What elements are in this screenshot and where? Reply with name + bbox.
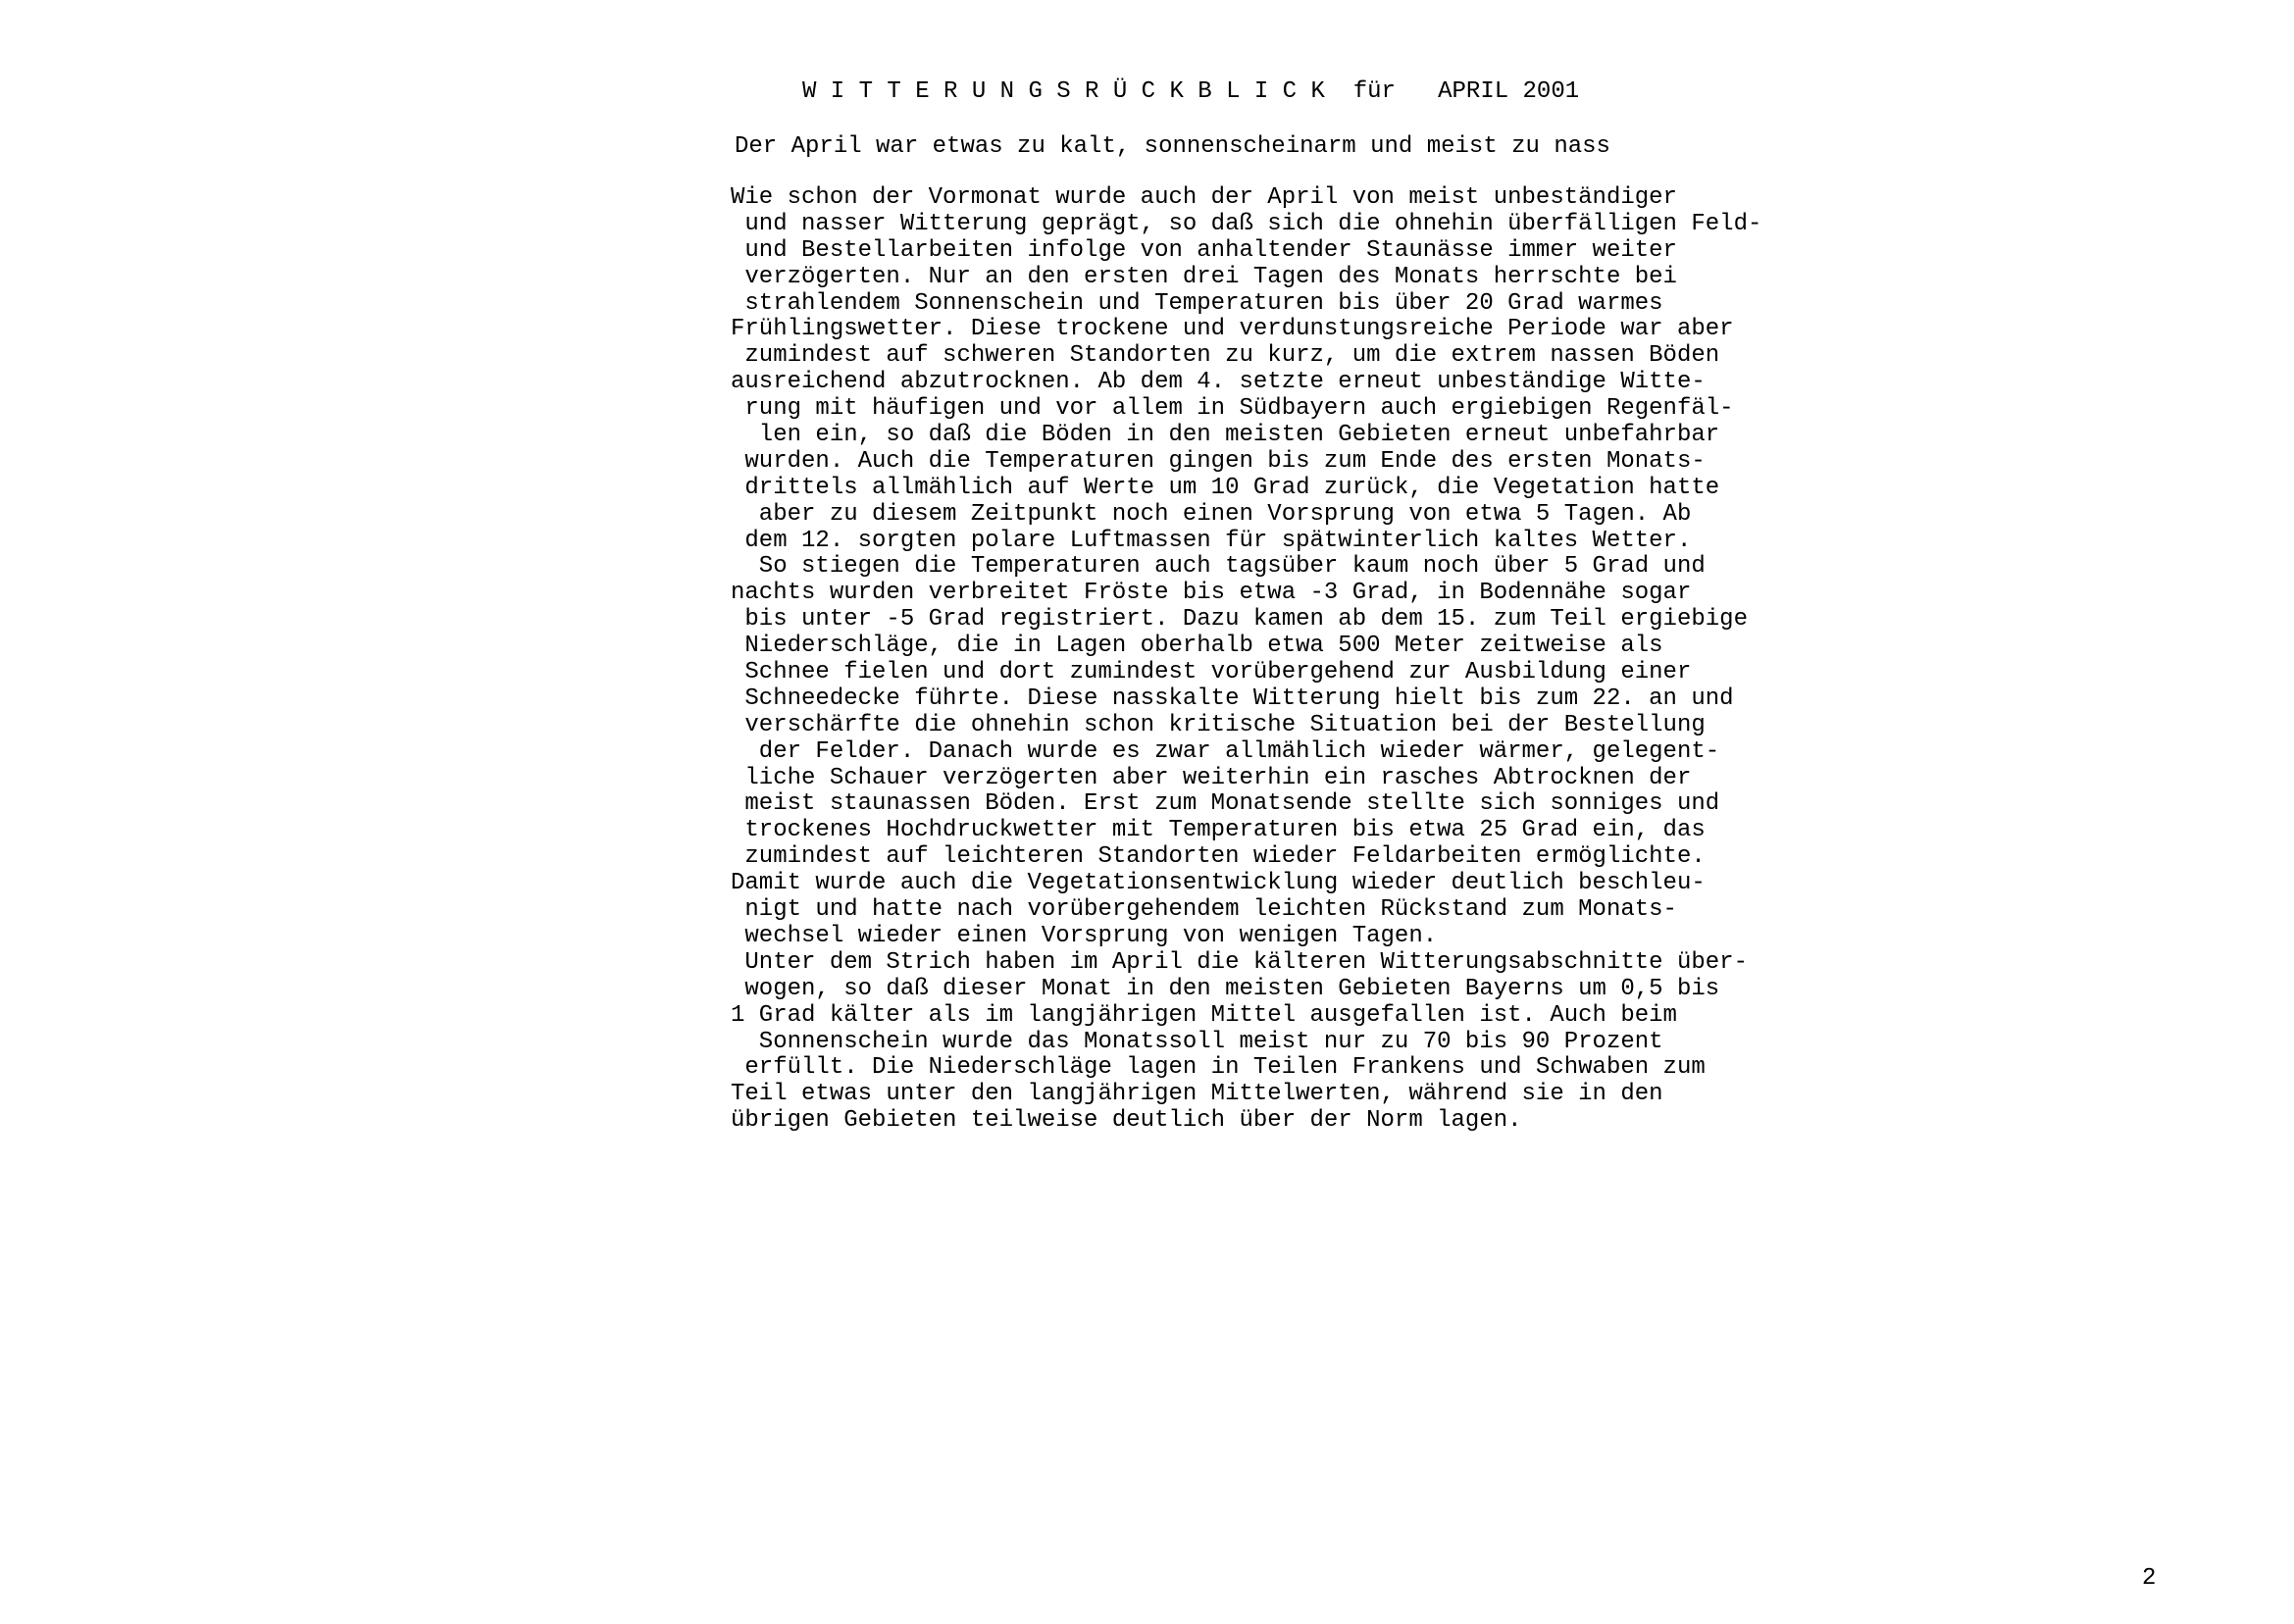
body-line: Wie schon der Vormonat wurde auch der April von meist unbeständiger — [731, 184, 1677, 211]
body-line: Unter dem Strich haben im April die kälteren Witterungsabschnitte über- — [731, 948, 1748, 976]
body-line: verzögerten. Nur an den ersten drei Tagen des Monats herrschte bei — [731, 263, 1677, 290]
body-line: dem 12. sorgten polare Luftmassen für spätwinterlich kaltes Wetter. — [731, 527, 1692, 554]
body-line: liche Schauer verzögerten aber weiterhin ein rasches Abtrocknen der — [731, 764, 1692, 791]
body-line: len ein, so daß die Böden in den meisten Gebieten erneut unbefahrbar — [731, 422, 1720, 449]
body-line: übrigen Gebieten teilweise deutlich über der Norm lagen. — [731, 1107, 1522, 1135]
body-line: zumindest auf schweren Standorten zu kurz, um die extrem nassen Böden — [731, 342, 1720, 370]
document-title: W I T T E R U N G S R Ü C K B L I C K für APRIL 2001 — [802, 78, 1580, 105]
document-subtitle: Der April war etwas zu kalt, sonnenscheinarm und meist zu nass — [735, 133, 1610, 160]
body-line: zumindest auf leichteren Standorten wieder Feldarbeiten ermöglichte. — [731, 843, 1706, 871]
body-line: rung mit häufigen und vor allem in Südbayern auch ergiebigen Regenfäl- — [731, 395, 1734, 423]
body-line: verschärfte die ohnehin schon kritische Situation bei der Bestellung — [731, 711, 1706, 738]
body-line: erfüllt. Die Niederschläge lagen in Teilen Frankens und Schwaben zum — [731, 1054, 1706, 1082]
body-line: nachts wurden verbreitet Fröste bis etwa -3 Grad, in Bodennähe sogar — [731, 580, 1692, 607]
body-line: Schneedecke führte. Diese nasskalte Witterung hielt bis zum 22. an und — [731, 685, 1734, 712]
body-line: Niederschläge, die in Lagen oberhalb etwa 500 Meter zeitweise als — [731, 633, 1663, 660]
body-line: der Felder. Danach wurde es zwar allmählich wieder wärmer, gelegent- — [731, 737, 1720, 765]
body-line: 1 Grad kälter als im langjährigen Mittel ausgefallen ist. Auch beim — [731, 1001, 1677, 1029]
body-line: ausreichend abzutrocknen. Ab dem 4. setzte erneut unbeständige Witte- — [731, 369, 1706, 396]
body-line: drittels allmählich auf Werte um 10 Grad zurück, die Vegetation hatte — [731, 474, 1720, 501]
page-number: 2 — [2142, 1565, 2157, 1592]
body-line: aber zu diesem Zeitpunkt noch einen Vorsprung von etwa 5 Tagen. Ab — [731, 500, 1692, 528]
body-line: wurden. Auch die Temperaturen gingen bis zum Ende des ersten Monats- — [731, 447, 1706, 475]
body-text — [731, 185, 1761, 1135]
body-line: Teil etwas unter den langjährigen Mittelwerten, während sie in den — [731, 1081, 1663, 1108]
body-line: So stiegen die Temperaturen auch tagsüber kaum noch über 5 Grad und — [731, 553, 1706, 581]
body-line: Frühlingswetter. Diese trockene und verdunstungsreiche Periode war aber — [731, 316, 1734, 343]
body-line: meist staunassen Böden. Erst zum Monatsende stellte sich sonniges und — [731, 790, 1720, 818]
body-line: und nasser Witterung geprägt, so daß sich die ohnehin überfälligen Feld- — [731, 210, 1762, 237]
body-line: wechsel wieder einen Vorsprung von wenigen Tagen. — [731, 922, 1438, 949]
body-line: bis unter -5 Grad registriert. Dazu kamen ab dem 15. zum Teil ergiebige — [731, 606, 1748, 634]
body-line: Schnee fielen und dort zumindest vorübergehend zur Ausbildung einer — [731, 659, 1692, 686]
body-line: strahlendem Sonnenschein und Temperaturen bis über 20 Grad warmes — [731, 289, 1663, 317]
body-line: nigt und hatte nach vorübergehendem leichten Rückstand zum Monats- — [731, 896, 1677, 924]
body-line: wogen, so daß dieser Monat in den meisten Gebieten Bayerns um 0,5 bis — [731, 975, 1720, 1002]
body-line: trockenes Hochdruckwetter mit Temperaturen bis etwa 25 Grad ein, das — [731, 817, 1706, 844]
body-line: Sonnenschein wurde das Monatssoll meist nur zu 70 bis 90 Prozent — [731, 1028, 1663, 1055]
body-line: und Bestellarbeiten infolge von anhaltender Staunässe immer weiter — [731, 236, 1677, 264]
body-line: Damit wurde auch die Vegetationsentwicklung wieder deutlich beschleu- — [731, 870, 1706, 897]
